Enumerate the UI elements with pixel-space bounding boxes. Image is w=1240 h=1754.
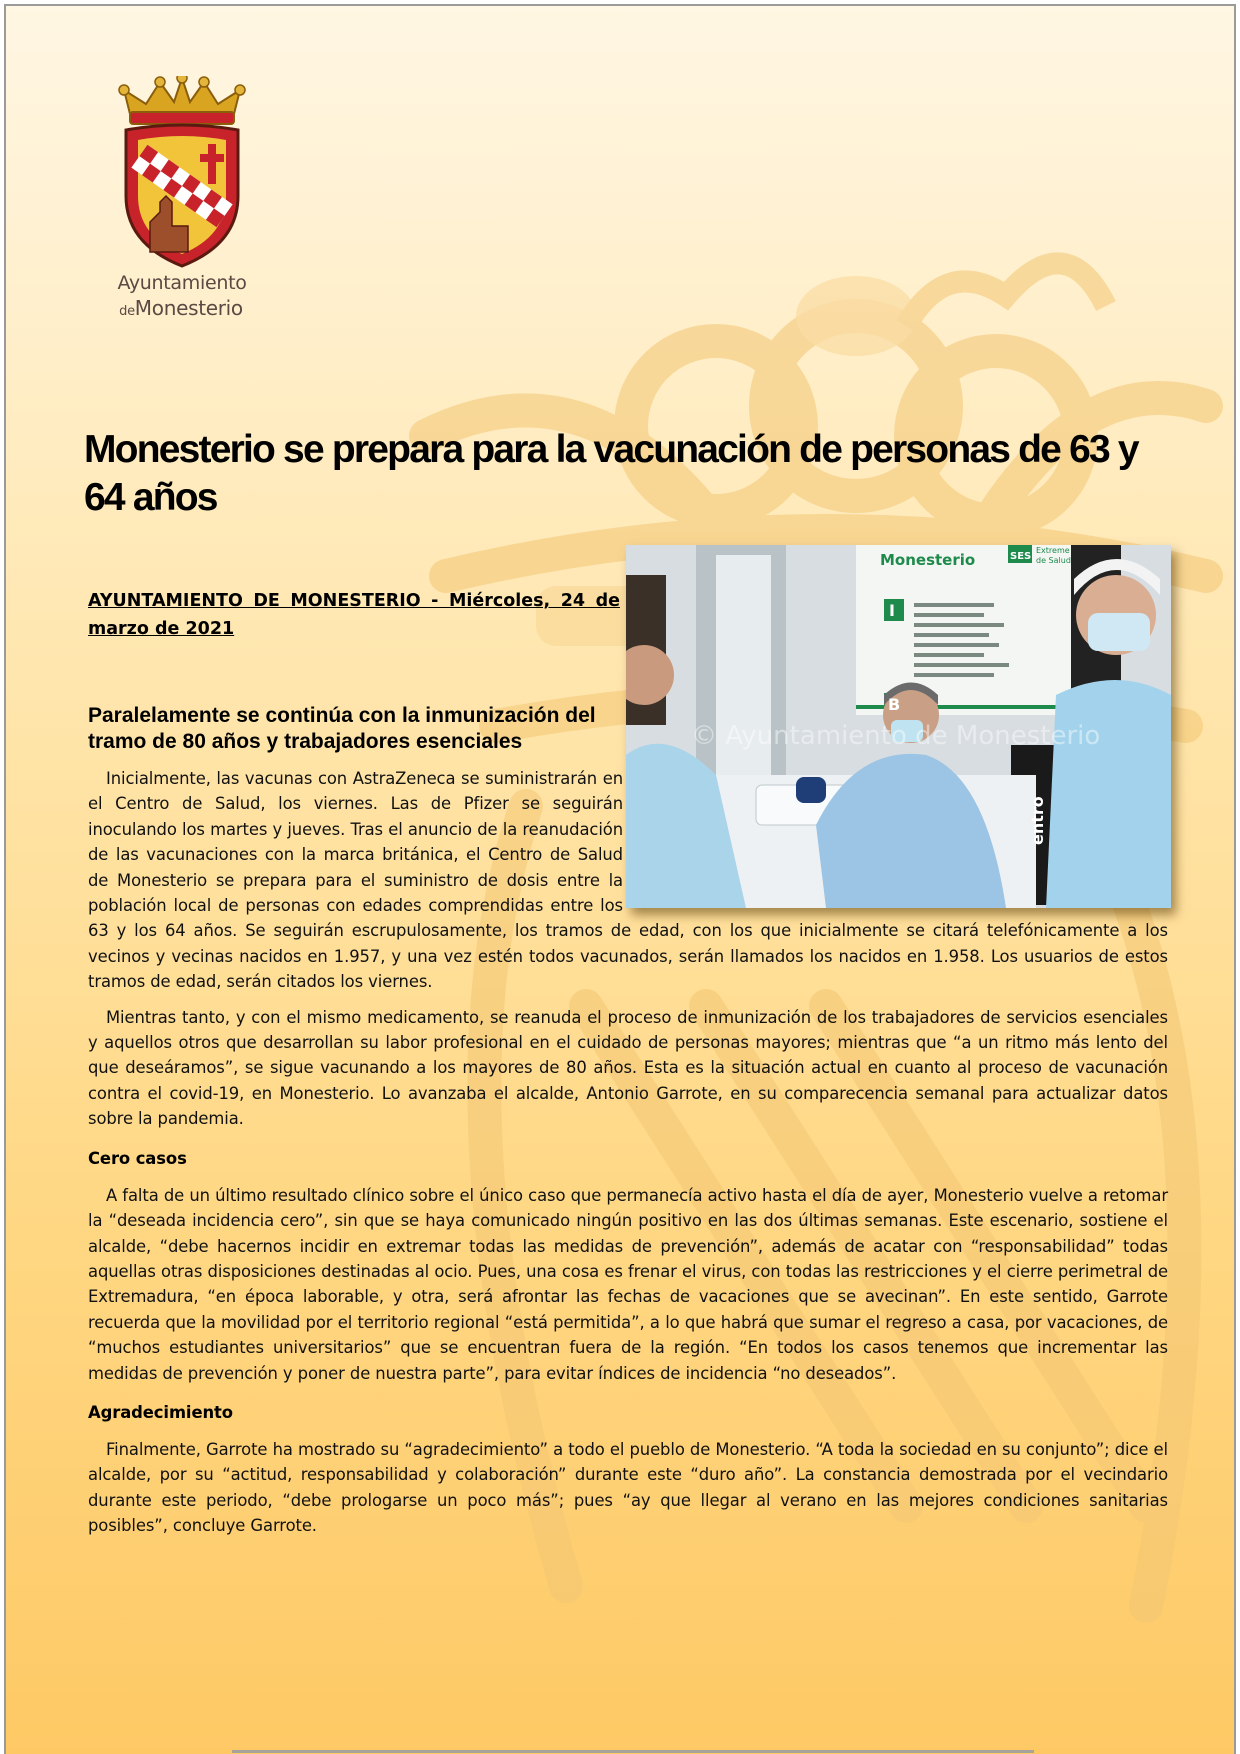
municipality-logo — [112, 76, 252, 320]
section-heading-cero-casos: Cero casos — [88, 1148, 187, 1168]
article-title: Monesterio se prepara para la vacunación de personas de 63 y 64 años — [84, 428, 1138, 519]
footer-rule — [232, 1750, 1034, 1753]
photo-wrap-spacer — [623, 766, 1168, 904]
sign-letter-2: B — [888, 695, 901, 714]
logo-text-line1: Ayuntamiento — [117, 272, 247, 294]
article-subtitle: Paralelamente se continúa con la inmunización del tramo de 80 años y trabajadores esenciales — [88, 704, 596, 753]
logo-text-line2 — [106, 296, 256, 320]
photo-watermark: © Ayuntamiento de Monesterio — [691, 721, 1101, 751]
body-paragraph-3: A falta de un último resultado clínico sobre el único caso que permanecía activo hasta el día de ayer, Monesterio vuelve a retomar la “deseada incidencia cero”, sin que se haya comunicado ningún positivo en las dos últimas semanas. Este escenario, sostiene el alcalde, “debe hacernos incidir en extremar todas las medidas de prevención”, además de acatar con “responsabilidad” todas aquellas otras disposiciones destinadas al ocio. Pues, una cosa es frenar el virus, con todas las restricciones y el cierre perimetral de Extremadura, “en época laborable, y otra, será afrontar las fechas de vacaciones que se avecinan”. En este sentido, Garrote recuerda que la movilidad por el territorio regional “está permitida”, a lo que habrá que sumar el regreso a casa, por vacaciones, de “muchos estudiantes universitarios” que se encuentran fuera de la región. “En todos los casos tenemos que incrementar las medidas de prevención y poner de nuestra parte”, para evitar índices de incidencia “no deseados”. — [88, 1185, 1168, 1383]
crest-icon — [116, 76, 248, 271]
body-paragraph-1: Inicialmente, las vacunas con AstraZeneca se suministrarán en el Centro de Salud, los viernes. Las de Pfizer se seguirán inoculando los martes y jueves. Tras el anuncio de la reanudación de las vacunaciones con la marca británica, el Centro de Salud de Monesterio se prepara para el suministro de dosis entre la población local de personas con edades comprendidas entre los 63 y los 64 años. Se seguirán escrupulosamente, los tramos de edad, con los que inicialmente se citará telefónicamente a los vecinos y vecinas nacidos en 1.957, y una vez estén todos vacunados, serán llamados los nacidos en 1.958. Los usuarios de estos tramos de edad, serán citados los viernes. — [88, 769, 1168, 992]
article-dateline: AYUNTAMIENTO DE MONESTERIO - Miércoles, 24 de marzo de 2021 — [88, 591, 620, 639]
article-body — [88, 766, 1168, 1539]
sign-letter-1: I — [889, 601, 895, 620]
section-heading-agradecimiento: Agradecimiento — [88, 1402, 233, 1422]
logo-text-main: Monesterio — [134, 296, 243, 320]
door-text: entro — [1028, 796, 1047, 845]
sign-brand: SES — [1010, 551, 1032, 562]
sign-brand-sub2: de Salud — [1036, 556, 1071, 565]
sign-title: Monesterio — [880, 551, 976, 569]
logo-text-prefix: de — [119, 304, 135, 319]
document-page — [4, 4, 1236, 1754]
body-paragraph-2: Mientras tanto, y con el mismo medicamento, se reanuda el proceso de inmunización de los trabajadores de servicios esenciales y aquellos otros que desarrollan su labor profesional en el cuidado de personas mayores; mientras que “a un ritmo más lento del que deseáramos”, se sigue vacunando a los mayores de 80 años. Esta es la situación actual en cuanto al proceso de vacunación contra el covid-19, en Monesterio. Lo avanzaba el alcalde, Antonio Garrote, en su comparecencia semanal para actualizar datos sobre la pandemia. — [88, 1007, 1168, 1129]
sign-brand-sub1: Extreme — [1036, 546, 1070, 555]
body-paragraph-4: Finalmente, Garrote ha mostrado su “agradecimiento” a todo el pueblo de Monesterio. “A toda la sociedad en su conjunto”; dice el alcalde, por su “actitud, responsabilidad y colaboración” durante este “duro año”. La constancia demostrada por el vecindario durante este periodo, “debe prologarse un poco más”; pues “ay que llegar al verano en las mejores condiciones sanitarias posibles”, concluye Garrote. — [88, 1439, 1168, 1536]
